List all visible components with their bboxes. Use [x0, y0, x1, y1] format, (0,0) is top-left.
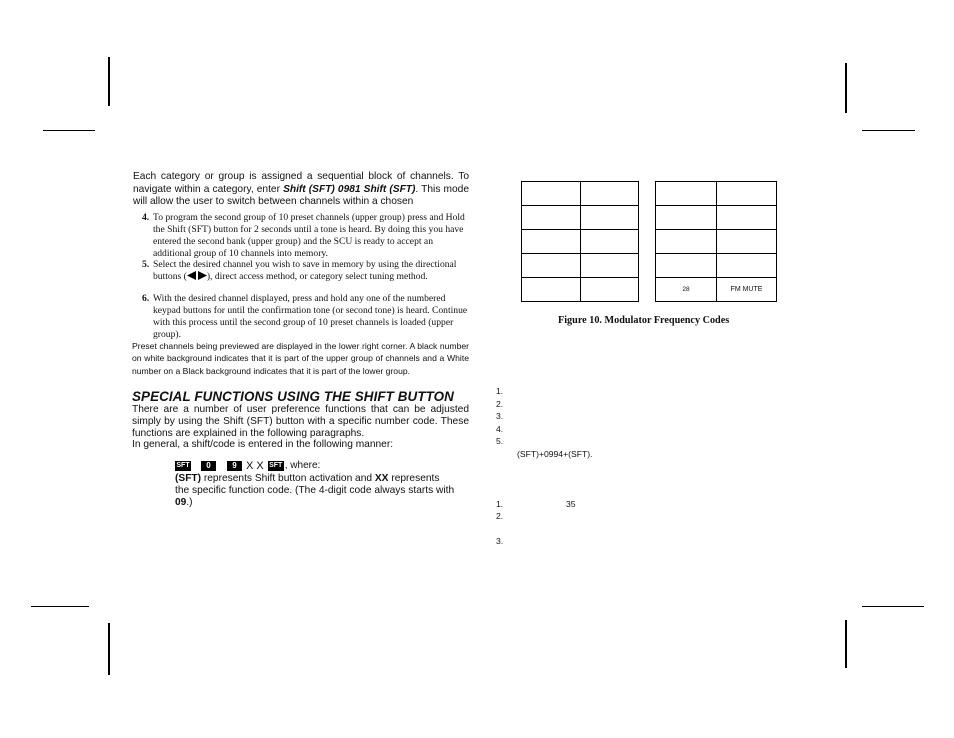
nine-key-icon: 9 [227, 461, 242, 471]
crop-mark-bottom-right-vertical [845, 620, 847, 668]
step-text: With the desired channel displayed, press and hold any one of the numbered keypad buttons for until the confirmation tone (or second tone) is heard. Continue with this process until the second group of 10 preset channels is loaded (upper group). [153, 293, 468, 340]
step-4 [142, 212, 470, 260]
list-a-item: 2. [496, 399, 504, 409]
list-a-item: 1. [496, 386, 504, 396]
preview-note: Preset channels being previewed are displayed in the lower right corner. A black number on white background indicates that it is part of the upper group of channels and a White number on a Black background indicates that it is part of the lower group. [132, 341, 469, 376]
where-explanation: (SFT) represents Shift button activation and XX represents the specific function code. (The 4-digit code always starts with 09.) [175, 473, 455, 508]
list-a-item: 5. [496, 436, 504, 446]
frequency-codes-table-left [521, 181, 639, 302]
sft-key-icon: SFT [269, 461, 283, 469]
shift-sequence [175, 459, 320, 472]
step-text: Select the desired channel you wish to save in memory by using the directional buttons ( ), direct access method, or category select tuning method. [153, 259, 457, 282]
code-cell: 28 [656, 278, 717, 302]
frequency-codes-table-right [655, 181, 777, 302]
list-b-item: 3. [496, 536, 504, 546]
code-line: (SFT)+0994+(SFT). [517, 449, 593, 459]
step-text: To program the second group of 10 preset channels (upper group) press and Hold the Shift (SFT) button for 2 seconds until a tone is heard. By doing this you have entered the second bank (upper group) and the SCU is ready to accept an additional group of 10 channels into memory. [153, 212, 465, 259]
where-label: , where: [284, 460, 321, 471]
intro-paragraph: Each category or group is assigned a sequential block of channels. To navigate within a category, enter Shift (SFT) 0981 Shift (SFT). This mode will allow the user to switch between channels within a chosen [133, 171, 469, 207]
crop-mark-bottom-left-horizontal [31, 606, 89, 607]
shift-code-text: Shift (SFT) 0981 Shift (SFT) [283, 183, 416, 195]
crop-mark-top-left-vertical [108, 57, 110, 106]
crop-mark-bottom-right-horizontal [862, 606, 924, 607]
zero-key-icon: 0 [201, 461, 216, 471]
left-right-arrows-icon [187, 271, 207, 280]
list-b-item: 1. [496, 499, 504, 509]
step-number: 5. [142, 259, 150, 270]
list-a-item: 4. [496, 424, 504, 434]
step-6 [142, 293, 470, 341]
step-number: 6. [142, 293, 150, 304]
section-heading: SPECIAL FUNCTIONS USING THE SHIFT BUTTON [132, 389, 454, 404]
fm-mute-cell: FM MUTE [717, 278, 777, 302]
sft-key-icon: SFT [176, 461, 190, 469]
section-body: There are a number of user preference functions that can be adjusted simply by using the Shift (SFT) button with a specific number code. These functions are explained in the following paragraphs. In general, a shift/code is entered in the following manner: [132, 404, 469, 451]
step-number: 4. [142, 212, 150, 223]
crop-mark-bottom-left-vertical [108, 623, 110, 675]
crop-mark-top-right-horizontal [862, 130, 915, 131]
figure-caption: Figure 10. Modulator Frequency Codes [558, 315, 730, 326]
list-b-item: 2. [496, 511, 504, 521]
step-5 [142, 259, 470, 283]
crop-mark-top-left-horizontal [43, 130, 95, 131]
list-a-item: 3. [496, 411, 504, 421]
list-b-value: 35 [566, 499, 576, 509]
xx-placeholder: X X [246, 459, 264, 472]
crop-mark-top-right-vertical [845, 63, 847, 113]
